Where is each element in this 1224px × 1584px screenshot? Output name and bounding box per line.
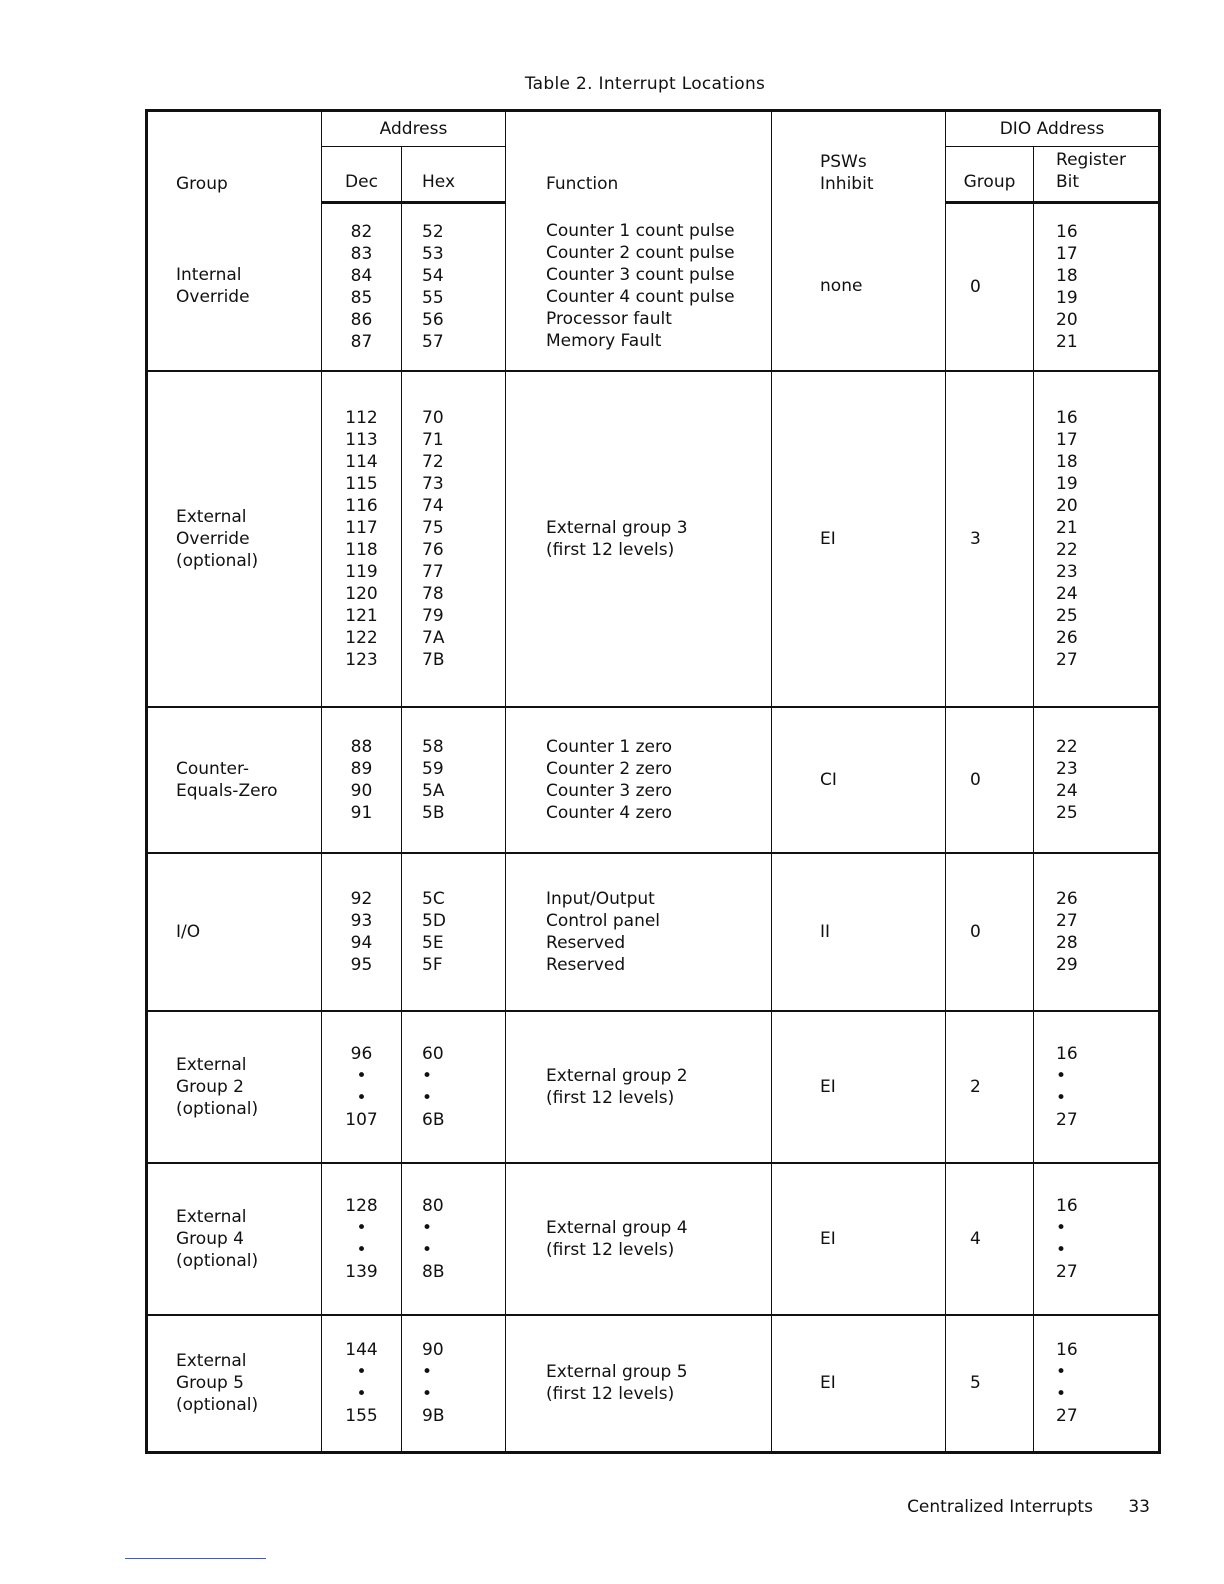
cell-group-line: Group 2 [176, 1076, 244, 1097]
cell-register-bit-line: • [1056, 1362, 1067, 1383]
cell-function-line: Counter 3 zero [546, 780, 672, 801]
cell-register-bit-line: 25 [1056, 802, 1078, 823]
cell-function-line: (first 12 levels) [546, 539, 675, 560]
cell-psw-inhibit-value: CI [820, 769, 837, 790]
cell-psw-inhibit [772, 371, 946, 707]
cell-dec-line: 96 [350, 1043, 373, 1064]
cell-dec-line: 128 [345, 1195, 378, 1216]
cell-register-bit-line: 18 [1056, 451, 1078, 472]
cell-group-line: Internal [176, 265, 242, 285]
cell-dec [322, 371, 402, 707]
cell-hex-line: 9B [422, 1406, 445, 1427]
cell-psw-inhibit-value: EI [820, 1228, 836, 1249]
cell-dio-group [946, 1163, 1034, 1315]
cell-function-line: External group 2 [546, 1065, 688, 1086]
cell-register-bit-line: 16 [1056, 407, 1078, 428]
table-row [147, 853, 1160, 1011]
cell-dec [322, 1315, 402, 1453]
footer-section-title: Centralized Interrupts [907, 1497, 1093, 1517]
cell-hex-line: 71 [422, 429, 444, 450]
cell-dec-line: 107 [345, 1109, 378, 1130]
cell-dec-line: 112 [345, 407, 378, 428]
cell-psw-inhibit-value: none [820, 276, 863, 296]
cell-psw-inhibit-value: EI [820, 1373, 836, 1394]
cell-group [147, 1011, 322, 1163]
cell-register-bit-line: 16 [1056, 1043, 1078, 1064]
cell-psw-inhibit [772, 1163, 946, 1315]
cell-function [506, 203, 772, 371]
cell-register-bit-line: • [1056, 1239, 1067, 1260]
header-inhibit: Inhibit [820, 173, 874, 194]
table-row [147, 203, 1160, 371]
cell-hex-line: 73 [422, 473, 444, 494]
cell-group-line: External [176, 1206, 247, 1227]
cell-function [506, 707, 772, 853]
cell-function-line: Reserved [546, 932, 626, 953]
cell-register-bit-line: 27 [1056, 910, 1078, 931]
interrupt-locations-table [145, 109, 1161, 1454]
header-address: Address [322, 111, 506, 147]
cell-register-bit-line: 16 [1056, 1340, 1078, 1361]
header-dio-address: DIO Address [946, 111, 1160, 147]
cell-dec-line: • [356, 1065, 367, 1086]
cell-hex [402, 853, 506, 1011]
cell-function-line: External group 4 [546, 1217, 688, 1238]
cell-register-bit-line: 24 [1056, 780, 1078, 801]
cell-dec-line: 122 [345, 627, 378, 648]
cell-psw-inhibit [772, 203, 946, 371]
cell-hex-line: 76 [422, 539, 444, 560]
cell-dec-line: 117 [345, 517, 378, 538]
cell-register-bit-line: • [1056, 1217, 1067, 1238]
cell-function-line: Processor fault [546, 309, 672, 329]
cell-register-bit-line: 18 [1056, 265, 1078, 286]
cell-dio-group-value: 0 [970, 276, 981, 297]
cell-group [147, 1163, 322, 1315]
cell-function [506, 1011, 772, 1163]
cell-hex-line: 60 [422, 1043, 444, 1064]
cell-psw-inhibit [772, 1315, 946, 1453]
cell-register-bit-line: 26 [1056, 888, 1078, 909]
header-dio-group: Group [946, 147, 1034, 203]
cell-group-line: External [176, 1054, 247, 1075]
cell-function-line: Memory Fault [546, 331, 662, 351]
cell-dec-line: 85 [350, 287, 373, 308]
cell-group [147, 371, 322, 707]
cell-hex-line: 5C [422, 888, 445, 909]
cell-group [147, 1315, 322, 1453]
cell-register-bit-line: 27 [1056, 1109, 1078, 1130]
cell-dec-line: 82 [350, 221, 373, 242]
table-row [147, 1315, 1160, 1453]
cell-function-line: Counter 4 count pulse [546, 287, 735, 307]
cell-dec-line: 95 [350, 954, 373, 975]
cell-function-line: (first 12 levels) [546, 1087, 675, 1108]
cell-hex-line: • [422, 1384, 433, 1405]
cell-dec-line: 91 [350, 802, 373, 823]
cell-register-bit [1034, 203, 1160, 371]
page-footer [907, 1497, 1150, 1517]
cell-psw-inhibit-value: EI [820, 528, 836, 549]
cell-hex-line: 80 [422, 1195, 444, 1216]
cell-dec-line: • [356, 1239, 367, 1260]
cell-function-line: Input/Output [546, 888, 655, 909]
cell-register-bit-line: 27 [1056, 1406, 1078, 1427]
cell-group-line: I/O [176, 921, 201, 942]
cell-psw-inhibit [772, 1011, 946, 1163]
cell-hex [402, 371, 506, 707]
cell-register-bit-line: 27 [1056, 649, 1078, 670]
cell-dio-group [946, 1011, 1034, 1163]
table-row [147, 371, 1160, 707]
cell-register-bit-line: 17 [1056, 429, 1078, 450]
cell-hex-line: 6B [422, 1109, 445, 1130]
cell-function-line: Counter 1 zero [546, 736, 672, 757]
cell-register-bit-line: 21 [1056, 331, 1078, 352]
cell-function-line: Counter 2 count pulse [546, 243, 735, 263]
cell-hex-line: 90 [422, 1340, 444, 1361]
cell-group-line: Group 4 [176, 1228, 244, 1249]
cell-function [506, 1163, 772, 1315]
cell-register-bit-line: 16 [1056, 221, 1078, 242]
cell-hex-line: • [422, 1065, 433, 1086]
cell-hex-line: • [422, 1217, 433, 1238]
cell-psw-inhibit [772, 707, 946, 853]
cell-group-line: (optional) [176, 1098, 259, 1119]
cell-group [147, 853, 322, 1011]
cell-register-bit-line: 19 [1056, 473, 1078, 494]
cell-dec-line: 119 [345, 561, 378, 582]
cell-register-bit-line: 17 [1056, 243, 1078, 264]
table-caption: Table 2. Interrupt Locations [524, 74, 766, 94]
cell-dec [322, 1011, 402, 1163]
cell-function-line: Counter 1 count pulse [546, 221, 735, 241]
cell-hex [402, 1315, 506, 1453]
cell-psw-inhibit-value: II [820, 921, 831, 942]
header-register-bit [1034, 147, 1160, 203]
cell-group-line: Override [176, 287, 250, 307]
header-function: Function [506, 111, 772, 203]
cell-function-line: Reserved [546, 954, 626, 975]
cell-dec [322, 707, 402, 853]
cell-hex-line: 55 [422, 287, 444, 308]
cell-hex-line: 5E [422, 932, 444, 953]
cell-hex-line: 78 [422, 583, 444, 604]
cell-dec-line: 121 [345, 605, 378, 626]
cell-group-line: (optional) [176, 550, 259, 571]
cell-group-line: Override [176, 528, 250, 549]
cell-register-bit-line: 19 [1056, 287, 1078, 308]
cell-function [506, 853, 772, 1011]
cell-hex-line: 5F [422, 954, 443, 975]
cell-dec-line: • [356, 1087, 367, 1108]
cell-hex-line: 56 [422, 309, 444, 330]
cell-group-line: Counter- [176, 758, 249, 779]
cell-dec-line: 114 [345, 451, 378, 472]
cell-hex-line: 58 [422, 736, 444, 757]
cell-hex-line: 74 [422, 495, 444, 516]
cell-group-line: Equals-Zero [176, 780, 278, 801]
cell-register-bit-line: • [1056, 1384, 1067, 1405]
cell-group-line: (optional) [176, 1395, 259, 1416]
cell-register-bit-line: • [1056, 1087, 1067, 1108]
cell-register-bit-line: 26 [1056, 627, 1078, 648]
cell-dec-line: 155 [345, 1406, 378, 1427]
cell-hex-line: 70 [422, 407, 444, 428]
cell-register-bit [1034, 1163, 1160, 1315]
cell-register-bit [1034, 371, 1160, 707]
cell-dio-group [946, 203, 1034, 371]
header-dec: Dec [322, 147, 402, 203]
cell-register-bit-line: 22 [1056, 736, 1078, 757]
cell-dec-line: 120 [345, 583, 378, 604]
cell-dec-line: 118 [345, 539, 378, 560]
cell-function-line: Counter 2 zero [546, 758, 672, 779]
cell-register-bit-line: 20 [1056, 309, 1078, 330]
cell-dec-line: • [356, 1362, 367, 1383]
cell-dec-line: 93 [350, 910, 373, 931]
cell-dio-group-value: 3 [970, 528, 981, 549]
cell-function-line: External group 5 [546, 1362, 688, 1383]
cell-dec-line: 113 [345, 429, 378, 450]
cell-hex-line: 72 [422, 451, 444, 472]
cell-dec [322, 853, 402, 1011]
cell-register-bit-line: 28 [1056, 932, 1078, 953]
cell-hex-line: 52 [422, 221, 444, 242]
cell-dec-line: 86 [350, 309, 373, 330]
cell-register-bit-line: 16 [1056, 1195, 1078, 1216]
cell-register-bit [1034, 1315, 1160, 1453]
cell-hex-line: 7A [422, 627, 445, 648]
cell-register-bit-line: 22 [1056, 539, 1078, 560]
cell-dec-line: 90 [350, 780, 373, 801]
cell-register-bit-line: 21 [1056, 517, 1078, 538]
cell-dec-line: 89 [350, 758, 373, 779]
cell-dec-line: 84 [350, 265, 373, 286]
cell-register-bit [1034, 1011, 1160, 1163]
cell-register-bit-line: 25 [1056, 605, 1078, 626]
cell-dec-line: 92 [350, 888, 373, 909]
cell-hex-line: 75 [422, 517, 444, 538]
cell-hex-line: 53 [422, 243, 444, 264]
cell-function-line: External group 3 [546, 517, 688, 538]
table-row [147, 1011, 1160, 1163]
cell-hex-line: • [422, 1362, 433, 1383]
cell-register-bit-line: 20 [1056, 495, 1078, 516]
cell-hex-line: • [422, 1239, 433, 1260]
cell-dec-line: 123 [345, 649, 378, 670]
cell-function-line: (first 12 levels) [546, 1239, 675, 1260]
table-row [147, 707, 1160, 853]
cell-function-line: (first 12 levels) [546, 1384, 675, 1405]
cell-dec-line: 116 [345, 495, 378, 516]
cell-psw-inhibit-value: EI [820, 1076, 836, 1097]
cell-hex-line: 54 [422, 265, 444, 286]
header-group: Group [147, 111, 322, 203]
cell-group-line: Group 5 [176, 1373, 244, 1394]
cell-hex-line: • [422, 1087, 433, 1108]
cell-register-bit [1034, 707, 1160, 853]
cell-group-line: External [176, 506, 247, 527]
cell-dec-line: 94 [350, 932, 373, 953]
cell-dio-group-value: 0 [970, 921, 981, 942]
cell-dec-line: 144 [345, 1340, 378, 1361]
cell-dec-line: 139 [345, 1261, 378, 1282]
footer-rule [125, 1558, 266, 1559]
cell-dio-group-value: 2 [970, 1076, 981, 1097]
cell-function [506, 1315, 772, 1453]
cell-dec-line: • [356, 1217, 367, 1238]
cell-function-line: Counter 3 count pulse [546, 265, 735, 285]
header-hex: Hex [402, 147, 506, 203]
cell-dio-group-value: 4 [970, 1228, 981, 1249]
header-psws: PSWs [820, 151, 867, 172]
cell-dec-line: • [356, 1384, 367, 1405]
cell-hex-line: 5B [422, 802, 445, 823]
cell-register-bit [1034, 853, 1160, 1011]
page-number: 33 [1128, 1497, 1150, 1517]
cell-dio-group [946, 707, 1034, 853]
cell-dec-line: 83 [350, 243, 373, 264]
cell-register-bit-line: 24 [1056, 583, 1078, 604]
cell-hex-line: 5D [422, 910, 446, 931]
cell-register-bit-line: • [1056, 1065, 1067, 1086]
cell-register-bit-line: 23 [1056, 758, 1078, 779]
cell-hex-line: 5A [422, 780, 445, 801]
cell-dec-line: 115 [345, 473, 378, 494]
cell-group [147, 707, 322, 853]
cell-hex-line: 8B [422, 1261, 445, 1282]
cell-dio-group [946, 853, 1034, 1011]
table-row [147, 1163, 1160, 1315]
header-bit: Bit [1056, 172, 1080, 192]
cell-hex [402, 1163, 506, 1315]
header-psws-inhibit [772, 111, 946, 203]
cell-function [506, 371, 772, 707]
cell-hex-line: 57 [422, 331, 444, 352]
cell-hex-line: 79 [422, 605, 444, 626]
cell-hex [402, 203, 506, 371]
cell-group [147, 203, 322, 371]
cell-hex-line: 77 [422, 561, 444, 582]
cell-dio-group-value: 0 [970, 769, 981, 790]
cell-hex [402, 707, 506, 853]
cell-dio-group [946, 371, 1034, 707]
cell-dec [322, 203, 402, 371]
cell-group-line: (optional) [176, 1250, 259, 1271]
cell-dec [322, 1163, 402, 1315]
cell-register-bit-line: 29 [1056, 954, 1078, 975]
cell-dio-group [946, 1315, 1034, 1453]
cell-dio-group-value: 5 [970, 1373, 981, 1394]
cell-register-bit-line: 27 [1056, 1261, 1078, 1282]
cell-dec-line: 88 [350, 736, 373, 757]
cell-register-bit-line: 23 [1056, 561, 1078, 582]
cell-hex-line: 7B [422, 649, 445, 670]
cell-psw-inhibit [772, 853, 946, 1011]
cell-function-line: Control panel [546, 910, 661, 931]
cell-dec-line: 87 [350, 331, 373, 352]
cell-function-line: Counter 4 zero [546, 802, 672, 823]
header-register: Register [1056, 150, 1127, 170]
cell-hex [402, 1011, 506, 1163]
cell-group-line: External [176, 1351, 247, 1372]
cell-hex-line: 59 [422, 758, 444, 779]
